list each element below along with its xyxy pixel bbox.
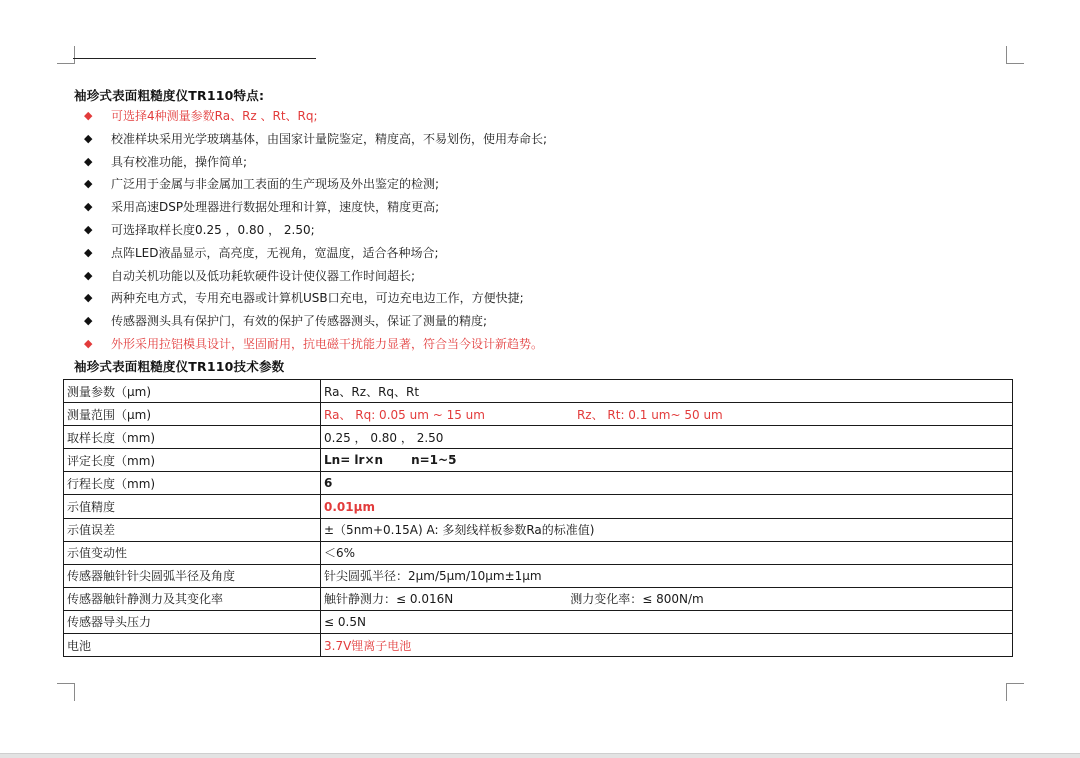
- spec-value: ±（5nm+0.15A) A: 多刻线样板参数Ra的标准值): [321, 518, 1013, 541]
- spec-value: ≤ 0.5N: [321, 610, 1013, 633]
- table-row: [64, 426, 1013, 449]
- spec-label: 示值误差: [64, 518, 321, 541]
- spec-value: [321, 403, 1013, 426]
- table-row: [64, 610, 1013, 633]
- spec-value: 3.7V锂离子电池: [321, 634, 1013, 657]
- bullet-diamond-icon: ◆: [84, 336, 93, 350]
- table-row: [64, 587, 1013, 610]
- spec-value: 0.01μm: [321, 495, 1013, 518]
- page-corner-mark-bottom-right: [1006, 683, 1024, 701]
- range-ra-rq: Ra、 Rq: 0.05 um ~ 15 um: [324, 407, 485, 422]
- table-row: [64, 380, 1013, 403]
- bullet-diamond-icon: ◆: [84, 109, 93, 122]
- spec-label: 测量参数（μm): [64, 380, 321, 403]
- bullet-diamond-icon: ◆: [84, 200, 93, 214]
- list-item: [84, 244, 547, 267]
- table-row: [64, 403, 1013, 426]
- spec-label: 电池: [64, 634, 321, 657]
- list-item: [84, 198, 547, 221]
- list-item: [84, 267, 547, 290]
- bullet-diamond-icon: ◆: [84, 131, 93, 145]
- spec-label: 测量范围（μm): [64, 403, 321, 426]
- table-row: [64, 495, 1013, 518]
- bullet-diamond-icon: ◆: [84, 245, 93, 259]
- table-row: [64, 518, 1013, 541]
- list-item: [84, 153, 547, 176]
- window-bottom-edge: [0, 753, 1080, 758]
- spec-label: 示值变动性: [64, 541, 321, 564]
- feature-text: 具有校准功能，操作简单;: [111, 154, 248, 169]
- feature-text: 采用高速DSP处理器进行数据处理和计算，速度快，精度更高;: [111, 200, 440, 215]
- table-row: [64, 634, 1013, 657]
- specs-table: [63, 379, 1013, 657]
- list-item: [84, 289, 547, 312]
- spec-label: 行程长度（mm): [64, 472, 321, 495]
- feature-text: 外形采用拉铝模具设计，坚固耐用，抗电磁干扰能力显著，符合当今设计新趋势。: [111, 336, 544, 351]
- force-change-rate: 测力变化率：≤ 800N/m: [570, 592, 704, 607]
- range-rz-rt: Rz、 Rt: 0.1 um~ 50 um: [576, 407, 723, 422]
- bullet-diamond-icon: ◆: [84, 314, 93, 328]
- specs-heading: 袖珍式表面粗糙度仪TR110技术参数: [74, 359, 285, 374]
- page-corner-mark-top-right: [1006, 46, 1024, 64]
- feature-text: 两种充电方式，专用充电器或计算机USB口充电，可边充电边工作，方便快捷;: [111, 291, 524, 306]
- spec-label: 取样长度（mm): [64, 426, 321, 449]
- table-row: [64, 449, 1013, 472]
- list-item: [84, 130, 547, 153]
- features-heading: 袖珍式表面粗糙度仪TR110特点:: [74, 88, 265, 103]
- feature-text: 点阵LED液晶显示，高亮度，无视角，宽温度，适合各种场合;: [111, 245, 439, 260]
- feature-text: 可选择4种测量参数Ra、Rz 、Rt、Rq;: [111, 109, 318, 123]
- spec-label: 传感器触针静测力及其变化率: [64, 587, 321, 610]
- spec-value: ＜6%: [321, 541, 1013, 564]
- spec-value: 针尖圆弧半径：2μm/5μm/10μm±1μm: [321, 564, 1013, 587]
- list-item: [84, 312, 547, 335]
- table-row: [64, 472, 1013, 495]
- table-row: [64, 541, 1013, 564]
- spec-value: Ra、Rz、Rq、Rt: [321, 380, 1013, 403]
- feature-text: 传感器测头具有保护门，有效的保护了传感器测头，保证了测量的精度;: [111, 314, 488, 329]
- spec-label: 传感器导头压力: [64, 610, 321, 633]
- spec-label: 示值精度: [64, 495, 321, 518]
- list-item: [84, 107, 547, 130]
- features-list: [84, 107, 547, 358]
- static-force: 触针静测力：≤ 0.016N: [324, 592, 454, 607]
- feature-text: 可选择取样长度0.25 ，0.80 ， 2.50;: [111, 222, 315, 237]
- page-corner-mark-top-left: [57, 46, 75, 64]
- page-corner-mark-bottom-left: [57, 683, 75, 701]
- list-item: [84, 221, 547, 244]
- spec-label: 传感器触针针尖圆弧半径及角度: [64, 564, 321, 587]
- list-item: [84, 175, 547, 198]
- bullet-diamond-icon: ◆: [84, 222, 93, 236]
- feature-text: 广泛用于金属与非金属加工表面的生产现场及外出鉴定的检测;: [111, 177, 440, 192]
- bullet-diamond-icon: ◆: [84, 177, 93, 191]
- eval-formula: Ln= lr×n: [324, 453, 384, 468]
- spec-value: 6: [321, 472, 1013, 495]
- bullet-diamond-icon: ◆: [84, 291, 93, 305]
- feature-text: 自动关机功能以及低功耗软硬件设计使仪器工作时间超长;: [111, 268, 416, 283]
- spec-value: [321, 587, 1013, 610]
- spec-value: 0.25 ， 0.80 ， 2.50: [321, 426, 1013, 449]
- table-row: [64, 564, 1013, 587]
- header-rule: [73, 58, 316, 59]
- spec-value: [321, 449, 1013, 472]
- list-item: [84, 335, 547, 358]
- feature-text: 校准样块采用光学玻璃基体，由国家计量院鉴定，精度高，不易划伤，使用寿命长;: [111, 131, 548, 146]
- eval-n: n=1~5: [411, 453, 457, 468]
- spec-label: 评定长度（mm): [64, 449, 321, 472]
- bullet-diamond-icon: ◆: [84, 154, 93, 168]
- bullet-diamond-icon: ◆: [84, 268, 93, 282]
